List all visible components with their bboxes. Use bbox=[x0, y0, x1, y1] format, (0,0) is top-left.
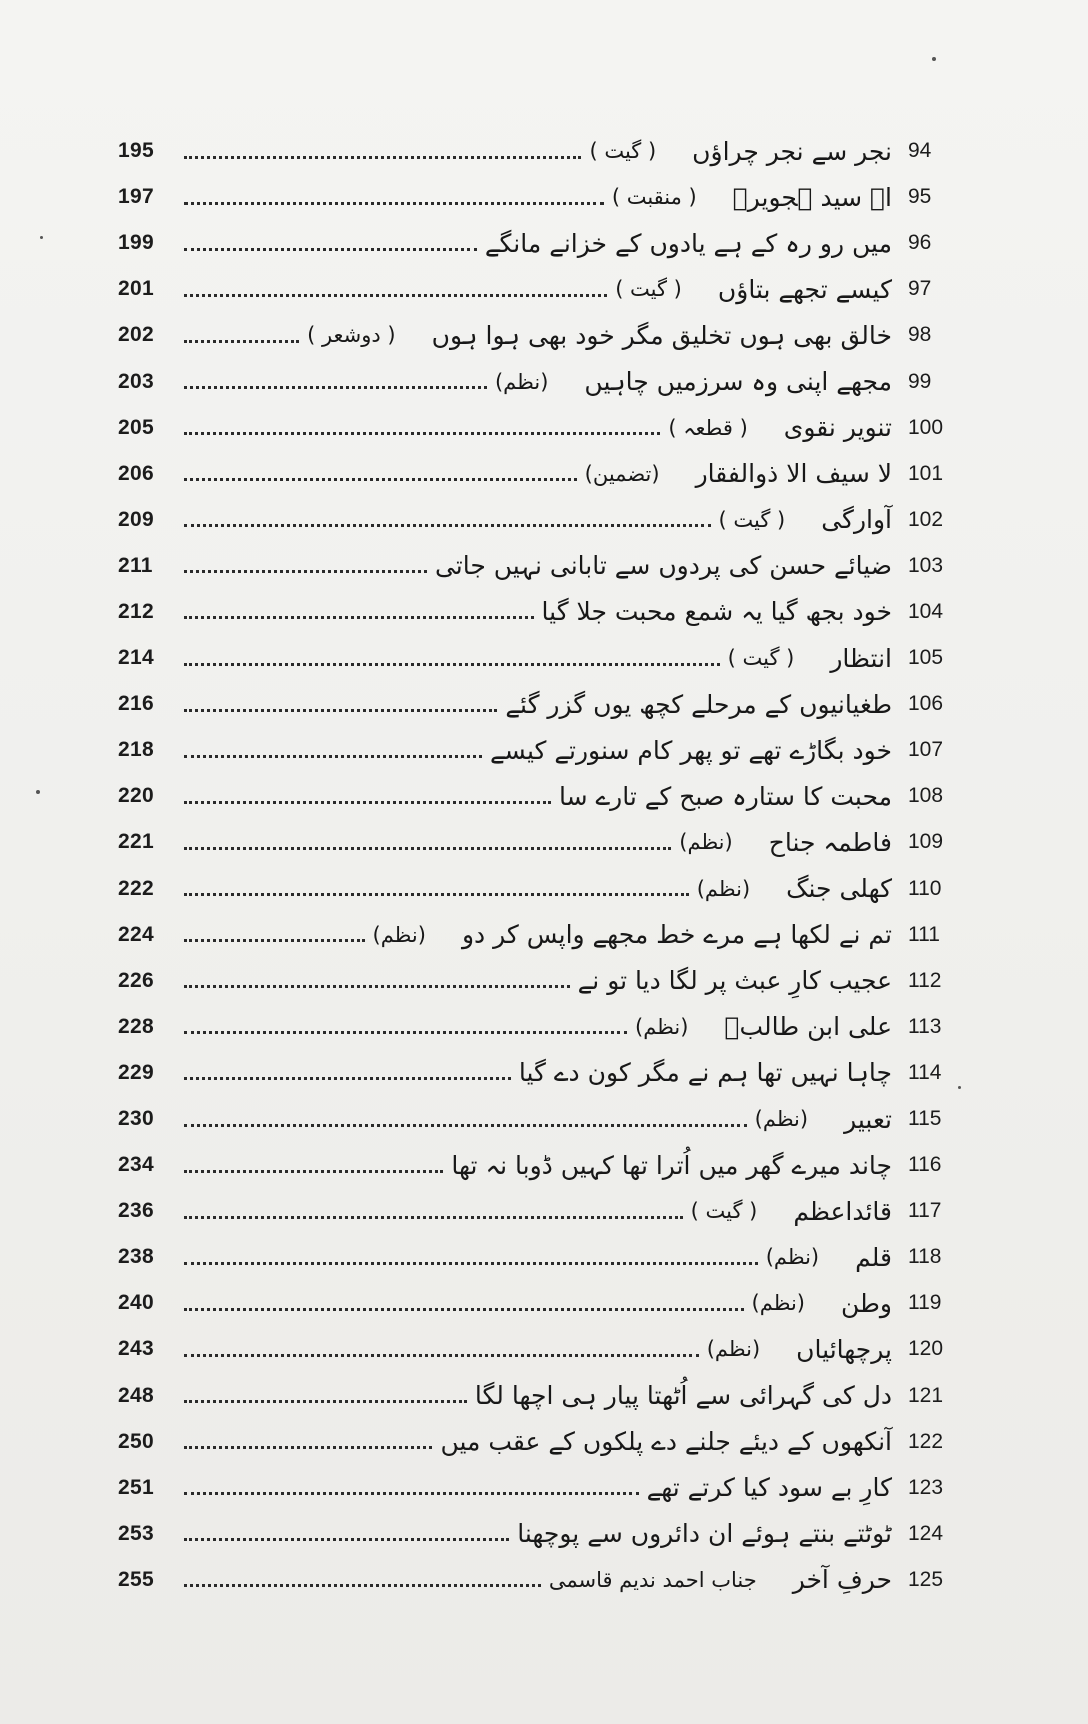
toc-leader-dots bbox=[184, 202, 604, 205]
toc-title: وطن bbox=[840, 1288, 892, 1318]
toc-page-number: 251 bbox=[118, 1475, 154, 1499]
toc-entry bbox=[180, 137, 902, 166]
toc-page-number: 226 bbox=[118, 968, 154, 992]
toc-title: خود بگاڑے تھے تو پھر کام سنورتے کیسے bbox=[490, 735, 892, 765]
toc-genre-label: (نظم) bbox=[372, 922, 426, 947]
toc-row bbox=[118, 451, 966, 497]
toc-serial-number: 115 bbox=[908, 1107, 942, 1131]
toc-entry bbox=[180, 1243, 902, 1272]
toc-leader-dots bbox=[184, 1308, 744, 1311]
toc-row bbox=[118, 405, 966, 451]
toc-serial-number: 123 bbox=[908, 1475, 944, 1499]
toc-leader-dots bbox=[184, 1354, 699, 1357]
toc-row bbox=[118, 635, 966, 681]
toc-entry bbox=[180, 828, 902, 857]
toc-row bbox=[118, 174, 966, 220]
toc-serial-number: 103 bbox=[908, 553, 944, 577]
toc-entry bbox=[180, 1012, 902, 1041]
toc-genre-label: ( گیت ) bbox=[615, 277, 682, 302]
scan-speck bbox=[932, 57, 936, 61]
toc-leader-dots bbox=[184, 1031, 627, 1034]
toc-page-number: 197 bbox=[118, 185, 154, 209]
toc-title: قلم bbox=[855, 1242, 892, 1272]
toc-row bbox=[118, 128, 966, 174]
toc-title: دل کی گہرائی سے اُٹھتا پیار ہی اچھا لگا bbox=[474, 1381, 892, 1411]
toc-page-number: 238 bbox=[118, 1245, 154, 1269]
toc-row bbox=[118, 1419, 966, 1465]
toc-title: ضیائے حسن کی پردوں سے تابانی نہیں جاتی bbox=[434, 551, 892, 581]
toc-leader-dots bbox=[184, 294, 607, 297]
toc-title: نجر سے نجر چراؤں bbox=[692, 136, 892, 166]
toc-title: خالق بھی ہوں تخلیق مگر خود بھی ہوا ہوں bbox=[431, 320, 892, 350]
toc-title: تنویر نقوی bbox=[783, 413, 892, 443]
toc-page-number: 214 bbox=[118, 646, 154, 670]
toc-title: تم نے لکھا ہے مرے خط مجھے واپس کر دو bbox=[461, 920, 892, 950]
toc-title: علی ابن طالبؓ bbox=[724, 1012, 892, 1042]
toc-title: تعبیر bbox=[844, 1104, 892, 1134]
toc-entry bbox=[180, 229, 902, 258]
toc-title: کھلی جنگ bbox=[786, 874, 892, 904]
toc-serial-number: 94 bbox=[908, 139, 932, 163]
toc-title: عجیب کارِ عبث پر لگا دیا تو نے bbox=[577, 966, 892, 996]
toc-entry bbox=[180, 1058, 902, 1087]
toc-leader-dots bbox=[184, 156, 581, 159]
scan-speck bbox=[40, 236, 43, 239]
toc-genre-label: (تضمین) bbox=[584, 461, 660, 486]
toc-row bbox=[118, 912, 966, 958]
toc-row bbox=[118, 1096, 966, 1142]
toc-page-number: 234 bbox=[118, 1153, 154, 1177]
toc-serial-number: 105 bbox=[908, 646, 944, 670]
toc-leader-dots bbox=[184, 524, 711, 527]
toc-entry bbox=[180, 1289, 902, 1318]
toc-row bbox=[118, 1280, 966, 1326]
toc-genre-label: ( قطعہ ) bbox=[668, 415, 748, 440]
toc-title: طغیانیوں کے مرحلے کچھ یوں گزر گئے bbox=[505, 689, 892, 719]
toc-serial-number: 107 bbox=[908, 738, 944, 762]
toc-title: آنکھوں کے دیئے جلنے دے پلکوں کے عقب میں bbox=[440, 1427, 892, 1457]
toc-page-number: 229 bbox=[118, 1060, 154, 1084]
toc-entry bbox=[180, 736, 902, 765]
toc-title: انتظار bbox=[830, 643, 892, 673]
toc-row bbox=[118, 1004, 966, 1050]
toc-leader-dots bbox=[184, 478, 577, 481]
toc-page-number: 230 bbox=[118, 1107, 154, 1131]
toc-row bbox=[118, 358, 966, 404]
toc-leader-dots bbox=[184, 616, 534, 619]
toc-page-number: 248 bbox=[118, 1383, 154, 1407]
toc-leader-dots bbox=[184, 1538, 509, 1541]
toc-genre-label: ( منقبت ) bbox=[611, 185, 697, 210]
toc-page-number: 203 bbox=[118, 369, 154, 393]
toc-leader-dots bbox=[184, 1446, 432, 1449]
toc-serial-number: 111 bbox=[908, 922, 940, 946]
toc-genre-label: (نظم) bbox=[679, 830, 733, 855]
toc-serial-number: 113 bbox=[908, 1014, 942, 1038]
toc-page-number: 195 bbox=[118, 139, 154, 163]
toc-title: مجھے اپنی وہ سرزمیں چاہیں bbox=[584, 367, 892, 397]
toc-entry bbox=[180, 874, 902, 903]
toc-entry bbox=[180, 367, 902, 396]
toc-page-number: 221 bbox=[118, 830, 154, 854]
toc-leader-dots bbox=[184, 570, 427, 573]
toc-serial-number: 97 bbox=[908, 277, 932, 301]
toc-entry bbox=[180, 505, 902, 534]
toc-serial-number: 109 bbox=[908, 830, 944, 854]
toc-entry bbox=[180, 1565, 902, 1594]
toc-entry bbox=[180, 551, 902, 580]
toc-entry bbox=[180, 413, 902, 442]
toc-genre-label: (نظم) bbox=[635, 1014, 689, 1039]
toc-serial-number: 104 bbox=[908, 599, 944, 623]
toc-entry bbox=[180, 1335, 902, 1364]
toc-leader-dots bbox=[184, 248, 477, 251]
toc-title: اے سید ہجویرؒ bbox=[732, 182, 892, 212]
toc-row bbox=[118, 958, 966, 1004]
toc-serial-number: 125 bbox=[908, 1567, 944, 1591]
toc-row bbox=[118, 1511, 966, 1557]
toc-row bbox=[118, 1050, 966, 1096]
toc-page-number: 209 bbox=[118, 507, 154, 531]
toc-page-number: 220 bbox=[118, 784, 154, 808]
toc-serial-number: 121 bbox=[908, 1383, 944, 1407]
toc-row bbox=[118, 1557, 966, 1603]
toc-row bbox=[118, 1234, 966, 1280]
toc-serial-number: 117 bbox=[908, 1199, 942, 1223]
toc-page-number: 224 bbox=[118, 922, 154, 946]
toc-entry bbox=[180, 966, 902, 995]
toc-row bbox=[118, 589, 966, 635]
toc-row bbox=[118, 866, 966, 912]
toc-title: پرچھائیاں bbox=[796, 1334, 892, 1364]
toc-page-number: 222 bbox=[118, 876, 154, 900]
toc-genre-label: (نظم) bbox=[751, 1291, 805, 1316]
toc-leader-dots bbox=[184, 801, 551, 804]
toc-page-number: 228 bbox=[118, 1014, 154, 1038]
toc-row bbox=[118, 819, 966, 865]
scan-speck bbox=[958, 1086, 961, 1089]
toc-row bbox=[118, 1326, 966, 1372]
toc-leader-dots bbox=[184, 663, 720, 666]
toc-leader-dots bbox=[184, 893, 689, 896]
toc-row bbox=[118, 543, 966, 589]
toc-entry bbox=[180, 597, 902, 626]
toc-entry bbox=[180, 1473, 902, 1502]
toc-entry bbox=[180, 782, 902, 811]
toc-title: قائداعظم bbox=[793, 1196, 892, 1226]
scan-speck bbox=[36, 790, 40, 794]
toc-entry bbox=[180, 183, 902, 212]
toc-serial-number: 118 bbox=[908, 1245, 942, 1269]
toc-title: چاہا نہیں تھا ہم نے مگر کون دے گیا bbox=[518, 1058, 892, 1088]
toc-leader-dots bbox=[184, 340, 299, 343]
toc-row bbox=[118, 727, 966, 773]
toc-page-number: 205 bbox=[118, 415, 154, 439]
toc-title: کیسے تجھے بتاؤں bbox=[717, 274, 892, 304]
toc-title: چاند میرے گھر میں اُترا تھا کہیں ڈوبا نہ تھا bbox=[451, 1150, 892, 1180]
toc-entry bbox=[180, 644, 902, 673]
toc-entry bbox=[180, 1381, 902, 1410]
toc-serial-number: 101 bbox=[908, 461, 944, 485]
toc-title: محبت کا ستارہ صبح کے تارے سا bbox=[559, 781, 892, 811]
toc-page-number: 199 bbox=[118, 231, 154, 255]
toc-genre-label: ( گیت ) bbox=[690, 1199, 758, 1224]
toc-genre-label: (نظم) bbox=[706, 1337, 761, 1362]
toc-genre-label: (نظم) bbox=[494, 369, 549, 394]
toc-leader-dots bbox=[184, 1400, 467, 1403]
toc-serial-number: 95 bbox=[908, 185, 932, 209]
toc-row bbox=[118, 1188, 966, 1234]
toc-leader-dots bbox=[184, 1584, 541, 1587]
toc-serial-number: 120 bbox=[908, 1337, 944, 1361]
toc-leader-dots bbox=[184, 939, 365, 942]
toc-entry bbox=[180, 321, 902, 350]
toc-genre-label: ( گیت ) bbox=[718, 507, 786, 532]
toc-title: کارِ بے سود کیا کرتے تھے bbox=[646, 1473, 892, 1503]
toc-row bbox=[118, 220, 966, 266]
toc-page-number: 236 bbox=[118, 1199, 154, 1223]
toc-page-number: 211 bbox=[118, 553, 153, 577]
toc-leader-dots bbox=[184, 1170, 443, 1173]
toc-entry bbox=[180, 690, 902, 719]
toc-title: آوارگی bbox=[821, 505, 892, 535]
toc-title: خود بجھ گیا یہ شمع محبت جلا گیا bbox=[541, 597, 892, 627]
toc-leader-dots bbox=[184, 1262, 758, 1265]
toc-entry bbox=[180, 275, 902, 304]
toc-page-number: 206 bbox=[118, 461, 154, 485]
toc-entry bbox=[180, 459, 902, 488]
toc-title: لا سیف الا ذوالفقار bbox=[695, 459, 892, 489]
toc-leader-dots bbox=[184, 1492, 639, 1495]
toc-leader-dots bbox=[184, 847, 671, 850]
toc-leader-dots bbox=[184, 755, 482, 758]
toc-serial-number: 116 bbox=[908, 1153, 942, 1177]
toc-serial-number: 98 bbox=[908, 323, 932, 347]
toc-entry bbox=[180, 1151, 902, 1180]
toc-serial-number: 108 bbox=[908, 784, 944, 808]
toc-entry bbox=[180, 920, 902, 949]
toc-genre-label: (نظم) bbox=[765, 1245, 820, 1270]
toc-genre-label: ( گیت ) bbox=[589, 139, 657, 164]
toc-title: ٹوٹتے بنتے ہوئے ان دائروں سے پوچھنا bbox=[517, 1519, 892, 1549]
toc-serial-number: 106 bbox=[908, 692, 944, 716]
toc-page-number: 212 bbox=[118, 599, 154, 623]
toc-serial-number: 112 bbox=[908, 968, 942, 992]
toc-serial-number: 110 bbox=[908, 876, 942, 900]
toc-leader-dots bbox=[184, 386, 487, 389]
toc-page-number: 218 bbox=[118, 738, 154, 762]
toc-serial-number: 119 bbox=[908, 1291, 942, 1315]
toc-serial-number: 114 bbox=[908, 1060, 942, 1084]
toc-genre-label: ( دوشعر ) bbox=[307, 323, 396, 348]
toc-page-number: 240 bbox=[118, 1291, 154, 1315]
table-of-contents bbox=[118, 128, 966, 1603]
toc-row bbox=[118, 266, 966, 312]
toc-page-number: 201 bbox=[118, 277, 154, 301]
toc-genre-label: (نظم) bbox=[754, 1107, 809, 1132]
toc-row bbox=[118, 312, 966, 358]
toc-row bbox=[118, 1465, 966, 1511]
toc-page-number: 243 bbox=[118, 1337, 154, 1361]
toc-title: حرفِ آخر bbox=[792, 1565, 892, 1595]
toc-leader-dots bbox=[184, 1216, 683, 1219]
toc-page-number: 250 bbox=[118, 1429, 154, 1453]
toc-row bbox=[118, 773, 966, 819]
toc-genre-label: جناب احمد ندیم قاسمی bbox=[548, 1567, 757, 1592]
toc-title: فاطمہ جناح bbox=[768, 827, 892, 857]
toc-serial-number: 96 bbox=[908, 231, 932, 255]
toc-serial-number: 100 bbox=[908, 415, 944, 439]
toc-entry bbox=[180, 1197, 902, 1226]
toc-serial-number: 99 bbox=[908, 369, 932, 393]
toc-page-number: 253 bbox=[118, 1521, 154, 1545]
toc-serial-number: 122 bbox=[908, 1429, 944, 1453]
toc-leader-dots bbox=[184, 1077, 511, 1080]
toc-leader-dots bbox=[184, 432, 660, 435]
toc-leader-dots bbox=[184, 985, 570, 988]
toc-serial-number: 102 bbox=[908, 507, 944, 531]
toc-genre-label: (نظم) bbox=[696, 876, 751, 901]
toc-page-number: 216 bbox=[118, 692, 154, 716]
toc-row bbox=[118, 1142, 966, 1188]
toc-row bbox=[118, 681, 966, 727]
toc-page-number: 255 bbox=[118, 1567, 154, 1591]
toc-entry bbox=[180, 1105, 902, 1134]
toc-row bbox=[118, 1373, 966, 1419]
toc-title: میں رو رہ کے ہے یادوں کے خزانے مانگے bbox=[484, 228, 892, 258]
toc-entry bbox=[180, 1519, 902, 1548]
toc-serial-number: 124 bbox=[908, 1521, 944, 1545]
toc-genre-label: ( گیت ) bbox=[727, 646, 795, 671]
toc-row bbox=[118, 497, 966, 543]
toc-leader-dots bbox=[184, 709, 497, 712]
toc-page-number: 202 bbox=[118, 323, 154, 347]
toc-entry bbox=[180, 1427, 902, 1456]
toc-leader-dots bbox=[184, 1124, 747, 1127]
